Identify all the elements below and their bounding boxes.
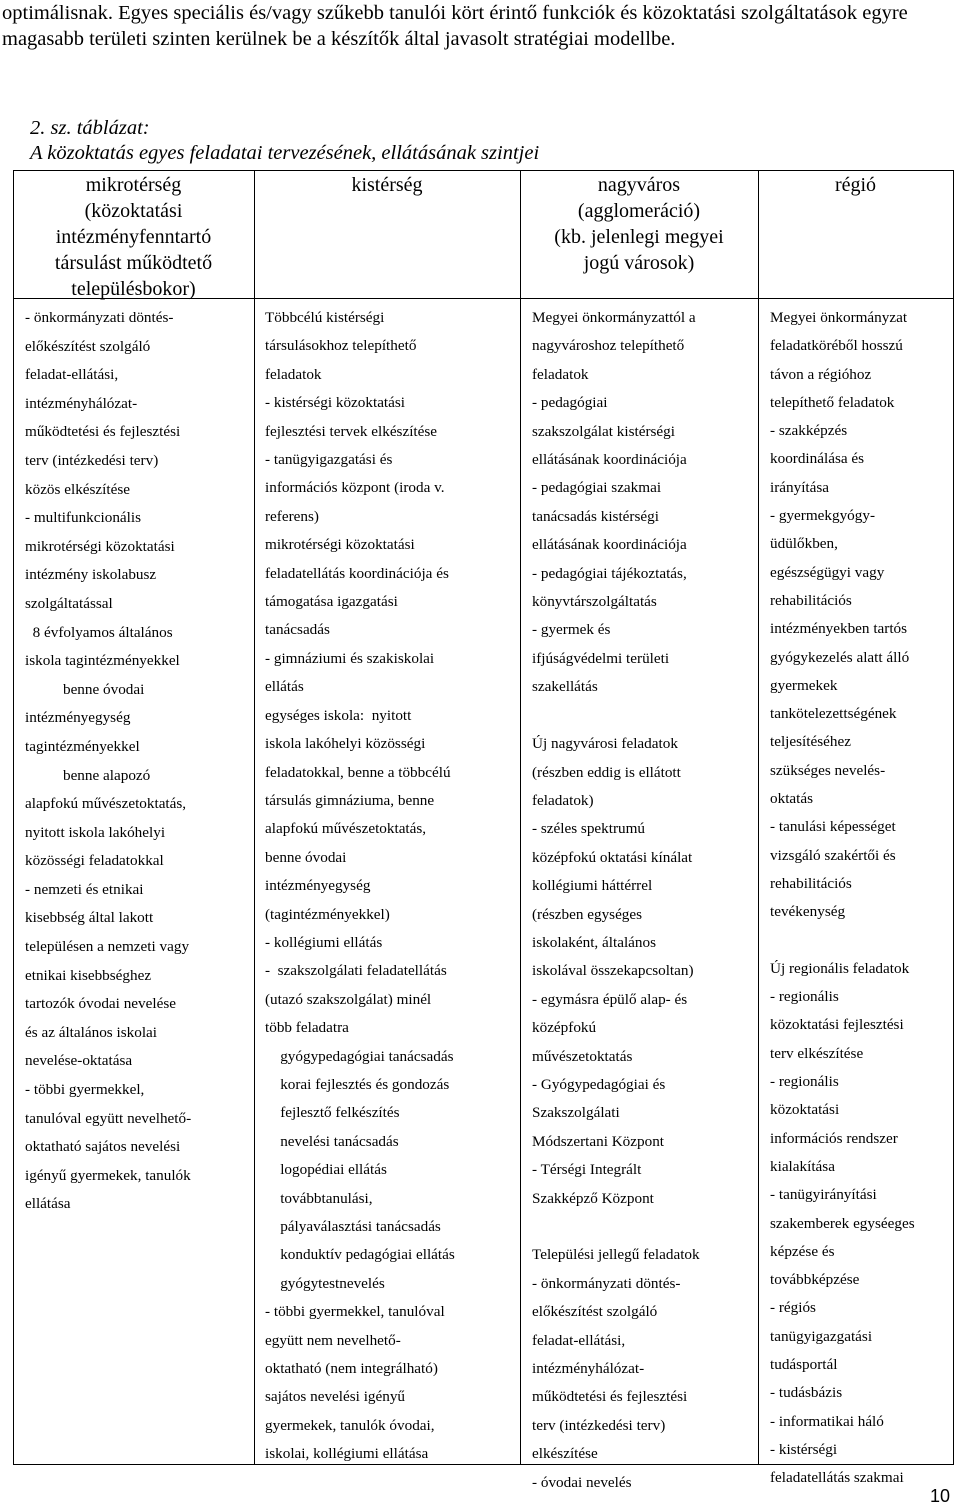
- cell-line: - többi gyermekkel,: [25, 1081, 145, 1099]
- cell-line: ellátásának koordinációja: [532, 536, 687, 554]
- cell-line: szakemberek egyséeges: [770, 1214, 915, 1232]
- cell-line: feladat-ellátási,: [532, 1331, 626, 1349]
- cell-line: - szakszolgálati feladatellátás: [265, 962, 447, 980]
- cell-line: fejlesztő felkészítés: [265, 1104, 400, 1122]
- cell-line: tanácsadás kistérségi: [532, 507, 659, 525]
- cell-line: több feladatra: [265, 1019, 349, 1037]
- cell-line: feladatokkal, benne a többcélú: [265, 763, 451, 781]
- cell-line: intézményhálózat-: [532, 1360, 645, 1378]
- cell-line: terv elkészítése: [770, 1044, 864, 1062]
- cell-line: oktatható (nem integrálható): [265, 1360, 438, 1378]
- cell-line: intézményekben tartós: [770, 620, 908, 638]
- cell-line: távon a régióhoz: [770, 365, 872, 383]
- cell-line: közoktatási: [770, 1101, 840, 1119]
- cell-line: szakellátás: [532, 678, 598, 696]
- cell-line: - kistérségi közoktatási: [265, 394, 406, 412]
- cell-line: - pedagógiai tájékoztatás,: [532, 564, 687, 582]
- cell-line: - önkormányzati döntés-: [532, 1274, 681, 1292]
- cell-line: egészségügyi vagy: [770, 563, 885, 581]
- cell-line: továbbtanulási,: [265, 1189, 373, 1207]
- cell-line: Módszertani Központ: [532, 1132, 665, 1150]
- cell-line: - regionális: [770, 1073, 839, 1091]
- cell-line: iskola tagintézményekkel: [25, 652, 180, 670]
- cell-line: - széles spektrumú: [532, 820, 646, 838]
- cell-line: - többi gyermekkel, tanulóval: [265, 1303, 445, 1321]
- cell-line: nevelési tanácsadás: [265, 1132, 399, 1150]
- column-kisterseg-tasks: [265, 304, 517, 1469]
- cell-line: szakszolgálat kistérségi: [532, 422, 675, 440]
- cell-line: társulásokhoz telepíthető: [265, 337, 417, 355]
- cell-line: intézményegység: [25, 709, 131, 727]
- cell-line: ellátása: [25, 1195, 71, 1213]
- cell-line: (részben eddig is ellátott: [532, 763, 681, 781]
- cell-line: együtt nem nevelhető-: [265, 1331, 401, 1349]
- cell-line: egységes iskola: nyitott: [265, 706, 412, 724]
- cell-line: feladatok: [532, 365, 589, 383]
- cell-line: gyógykezelés alatt álló: [770, 648, 910, 666]
- cell-line: feladatellátás koordinációja és: [265, 564, 449, 582]
- cell-line: szükséges nevelés-: [770, 761, 886, 779]
- cell-line: korai fejlesztés és gondozás: [265, 1075, 450, 1093]
- cell-line: logopédiai ellátás: [265, 1161, 387, 1179]
- cell-line: rehabilitációs: [770, 874, 852, 892]
- cell-line: rehabilitációs: [770, 591, 852, 609]
- table-caption-label: 2. sz. táblázat:: [30, 117, 150, 139]
- cell-line: művészetoktatás: [532, 1047, 633, 1065]
- cell-line: szolgáltatással: [25, 594, 113, 612]
- cell-line: iskolával összekapcsoltan): [532, 962, 694, 980]
- cell-line: képzése és: [770, 1242, 835, 1260]
- cell-line: közösségi feladatokkal: [25, 852, 164, 870]
- cell-line: benne alapozó: [25, 766, 151, 784]
- header-regio: régió: [834, 174, 877, 196]
- cell-line: - kollégiumi ellátás: [265, 933, 383, 951]
- cell-line: Települési jellegű feladatok: [532, 1246, 700, 1264]
- cell-line: igényű gyermekek, tanulók: [25, 1166, 191, 1184]
- cell-line: intézményegység: [265, 877, 371, 895]
- column-divider: [758, 170, 759, 1465]
- intro-paragraph: optimálisnak. Egyes speciális és/vagy szűkebb tanulói kört érintő funkciók és közoktatási szolgáltatások egyre magasabb területi szinten kerülnek be a készítők által javasolt stratégiai modellbe.: [2, 2, 908, 50]
- table-right-border: [953, 170, 954, 1465]
- cell-line: - szakképzés: [770, 422, 848, 440]
- cell-line: - tudásbázis: [770, 1384, 843, 1402]
- page-number: 10: [929, 1486, 950, 1506]
- cell-line: - informatikai háló: [770, 1412, 884, 1430]
- cell-line: teljesítéséhez: [770, 733, 851, 751]
- cell-line: [770, 927, 951, 955]
- cell-line: nyitott iskola lakóhelyi: [25, 823, 166, 841]
- table-top-border: [13, 170, 954, 171]
- cell-line: - Térségi Integrált: [532, 1161, 642, 1179]
- cell-line: benne óvodai: [265, 848, 347, 866]
- cell-line: iskolai, kollégiumi ellátása: [265, 1445, 429, 1463]
- cell-line: információs rendszer: [770, 1129, 898, 1147]
- cell-line: Szakképző Központ: [532, 1189, 654, 1207]
- cell-line: társulás gimnáziuma, benne: [265, 791, 435, 809]
- cell-line: (részben egységes: [532, 905, 643, 923]
- cell-line: (tagintézményekkel): [265, 905, 390, 923]
- cell-line: referens): [265, 507, 319, 525]
- cell-line: (utazó szakszolgálat) minél: [265, 990, 432, 1008]
- cell-line: tanulóval együtt nevelhető-: [25, 1109, 192, 1127]
- cell-line: Megyei önkormányzattól a: [532, 309, 696, 326]
- cell-line: sajátos nevelési igényű: [265, 1388, 406, 1406]
- cell-line: tanügyigazgatási: [770, 1327, 873, 1345]
- cell-line: ifjúságvédelmi területi: [532, 649, 670, 667]
- cell-line: - tanügyirányítási: [770, 1186, 877, 1204]
- cell-line: benne óvodai: [25, 680, 145, 698]
- cell-line: - nemzeti és etnikai: [25, 880, 144, 898]
- column-divider: [254, 170, 255, 1465]
- cell-line: információs központ (iroda v.: [265, 479, 445, 497]
- cell-line: - Gyógypedagógiai és: [532, 1075, 666, 1093]
- cell-line: kollégiumi háttérrel: [532, 877, 653, 895]
- cell-line: nevelése-oktatása: [25, 1052, 133, 1070]
- cell-line: intézmény iskolabusz: [25, 566, 157, 584]
- cell-line: működtetési és fejlesztési: [532, 1388, 688, 1406]
- cell-line: kialakítása: [770, 1157, 835, 1175]
- column-divider: [520, 170, 521, 1465]
- cell-line: [532, 702, 756, 730]
- cell-line: tudásportál: [770, 1355, 838, 1373]
- cell-line: tagintézményekkel: [25, 737, 140, 755]
- column-mikroterseg-tasks: [25, 304, 251, 1219]
- cell-line: irányítása: [770, 478, 830, 496]
- cell-line: - gyermek és: [532, 621, 611, 639]
- cell-line: tankötelezettségének: [770, 705, 897, 723]
- cell-line: feladatköréből hosszú: [770, 337, 903, 355]
- cell-line: konduktív pedagógiai ellátás: [265, 1246, 455, 1264]
- cell-line: gyermekek: [770, 676, 838, 694]
- cell-line: alapfokú művészetoktatás,: [25, 795, 187, 813]
- cell-line: terv (intézkedési terv): [25, 451, 159, 469]
- cell-line: feladatok): [532, 791, 594, 809]
- column-nagyvaros-tasks: [532, 304, 756, 1497]
- cell-line: mikrotérségi közoktatási: [265, 536, 415, 554]
- cell-line: oktatható sajátos nevelési: [25, 1138, 181, 1156]
- cell-line: Többcélú kistérségi: [265, 309, 385, 326]
- cell-line: Szakszolgálati: [532, 1104, 620, 1122]
- cell-line: könyvtárszolgáltatás: [532, 593, 657, 611]
- cell-line: - pedagógiai: [532, 394, 608, 412]
- cell-line: és az általános iskolai: [25, 1023, 158, 1041]
- cell-line: - tanügyigazgatási és: [265, 451, 393, 469]
- cell-line: középfokú oktatási kínálat: [532, 848, 693, 866]
- header-kisterseg: kistérség: [351, 174, 423, 196]
- cell-line: működtetési és fejlesztési: [25, 423, 181, 441]
- cell-line: üdülőkben,: [770, 535, 838, 553]
- cell-line: vizsgáló szakértői és: [770, 846, 896, 864]
- cell-line: terv (intézkedési terv): [532, 1416, 666, 1434]
- cell-line: - önkormányzati döntés-: [25, 309, 174, 326]
- header-mikroterseg: mikrotérség (közoktatási intézményfenntartó társulást működtető településbokor): [54, 174, 213, 300]
- cell-line: fejlesztési tervek elkészítése: [265, 422, 438, 440]
- cell-line: elkészítése: [532, 1445, 598, 1463]
- cell-line: ellátásának koordinációja: [532, 451, 687, 469]
- cell-line: Megyei önkormányzat: [770, 309, 908, 326]
- table-caption-title: A közoktatás egyes feladatai tervezésének, ellátásának szintjei: [30, 142, 540, 164]
- cell-line: feladat-ellátási,: [25, 366, 119, 384]
- cell-line: Új regionális feladatok: [770, 959, 910, 977]
- cell-line: gyógypedagógiai tanácsadás: [265, 1047, 454, 1065]
- cell-line: nagyvároshoz telepíthető: [532, 337, 685, 355]
- cell-line: településen a nemzeti vagy: [25, 938, 190, 956]
- cell-line: gyógytestnevelés: [265, 1274, 385, 1292]
- cell-line: iskola lakóhelyi közösségi: [265, 735, 426, 753]
- cell-line: feladatok: [265, 365, 322, 383]
- cell-line: - tanulási képességet: [770, 818, 896, 836]
- cell-line: iskolaként, általános: [532, 933, 656, 951]
- header-nagyvaros: nagyváros (agglomeráció) (kb. jelenlegi megyei jogú városok): [554, 174, 724, 274]
- cell-line: pályaválasztási tanácsadás: [265, 1218, 441, 1235]
- cell-line: előkészítést szolgáló: [532, 1303, 658, 1321]
- cell-line: ellátás: [265, 678, 304, 696]
- cell-line: - gimnáziumi és szakiskolai: [265, 649, 435, 667]
- cell-line: intézményhálózat-: [25, 394, 138, 412]
- cell-line: - pedagógiai szakmai: [532, 479, 662, 497]
- cell-line: oktatás: [770, 790, 814, 808]
- cell-line: [532, 1213, 756, 1241]
- cell-line: tanácsadás: [265, 621, 330, 639]
- cell-line: tartozók óvodai nevelése: [25, 995, 176, 1013]
- cell-line: etnikai kisebbséghez: [25, 966, 152, 984]
- cell-line: - gyermekgyógy-: [770, 507, 876, 525]
- cell-line: - régiós: [770, 1299, 816, 1317]
- cell-line: közoktatási fejlesztési: [770, 1016, 904, 1034]
- cell-line: Új nagyvárosi feladatok: [532, 735, 678, 753]
- column-regio-tasks: [770, 304, 951, 1492]
- cell-line: koordinálása és: [770, 450, 865, 468]
- cell-line: közös elkészítése: [25, 480, 131, 498]
- cell-line: telepíthető feladatok: [770, 393, 895, 411]
- cell-line: 8 évfolyamos általános: [25, 623, 173, 641]
- cell-line: - regionális: [770, 988, 839, 1006]
- cell-line: - kistérségi: [770, 1440, 838, 1458]
- cell-line: továbbképzése: [770, 1271, 860, 1289]
- cell-line: mikrotérségi közoktatási: [25, 537, 175, 555]
- cell-line: - egymásra épülő alap- és: [532, 990, 688, 1008]
- levels-table: [13, 170, 954, 1491]
- cell-line: kisebbség által lakott: [25, 909, 154, 927]
- cell-line: gyermekek, tanulók óvodai,: [265, 1416, 435, 1434]
- cell-line: feladatellátás szakmai: [770, 1469, 904, 1487]
- table-left-border: [13, 170, 14, 1465]
- cell-line: - óvodai nevelés: [532, 1473, 632, 1491]
- cell-line: támogatása igazgatási: [265, 593, 398, 611]
- cell-line: előkészítést szolgáló: [25, 337, 151, 355]
- cell-line: középfokú: [532, 1019, 597, 1037]
- cell-line: - multifunkcionális: [25, 509, 141, 527]
- cell-line: alapfokú művészetoktatás,: [265, 820, 427, 838]
- cell-line: tevékenység: [770, 903, 846, 921]
